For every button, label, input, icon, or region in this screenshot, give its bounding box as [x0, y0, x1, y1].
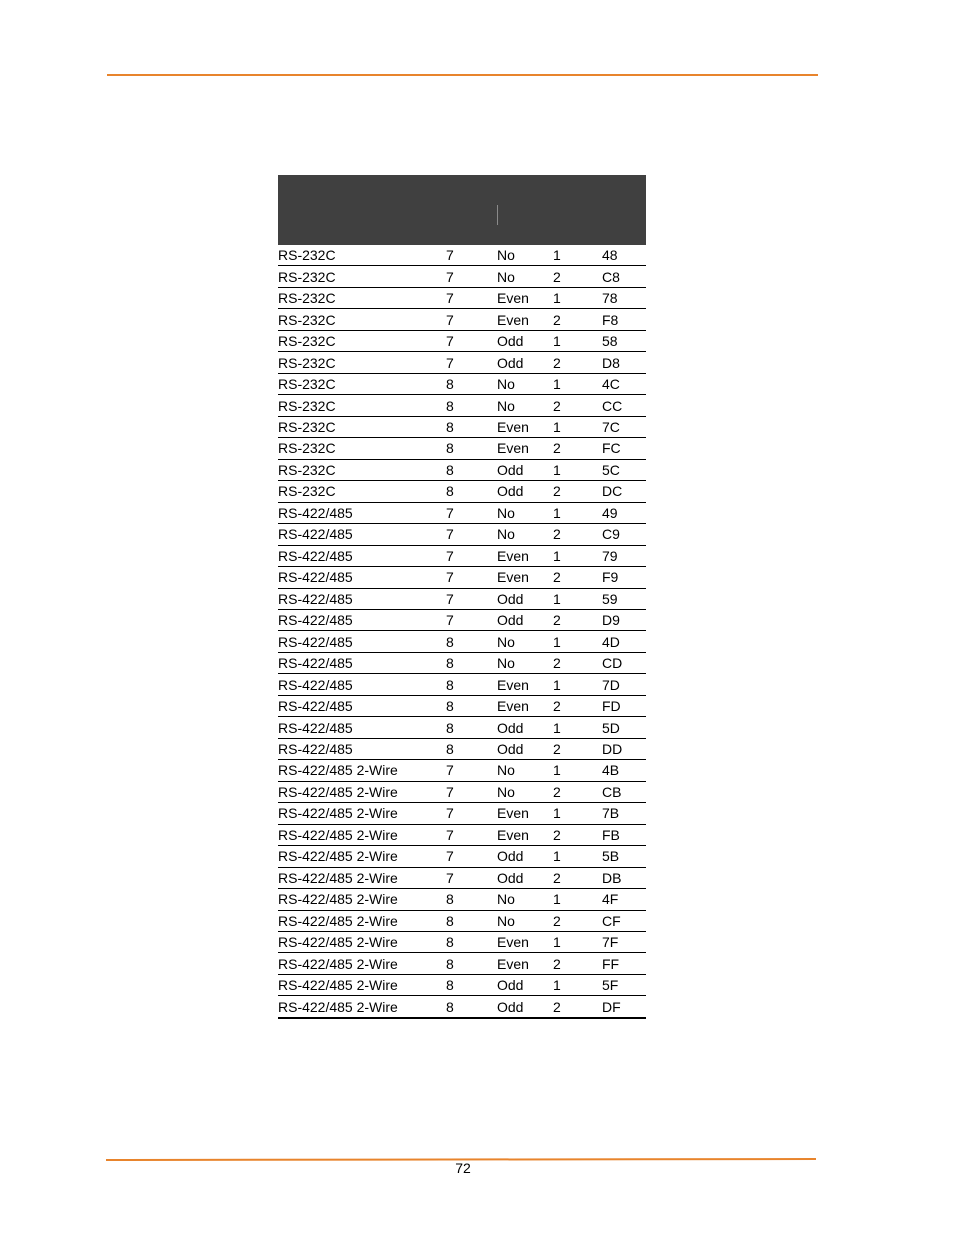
data-bits-cell: 7 — [446, 287, 497, 308]
interface-cell: RS-232C — [278, 245, 446, 266]
table-row — [278, 373, 646, 394]
page-number: 72 — [455, 1160, 471, 1176]
table-row — [278, 846, 646, 867]
stop-bits-cell: 1 — [553, 287, 602, 308]
parity-cell: Even — [497, 545, 553, 566]
hex-value-cell: 7D — [602, 674, 646, 695]
interface-cell: RS-232C — [278, 266, 446, 287]
data-bits-cell: 8 — [446, 953, 497, 974]
interface-cell: RS-232C — [278, 330, 446, 351]
interface-cell: RS-232C — [278, 309, 446, 330]
interface-cell: RS-422/485 2-Wire — [278, 760, 446, 781]
stop-bits-cell: 2 — [553, 824, 602, 845]
stop-bits-cell: 1 — [553, 502, 602, 523]
interface-cell: RS-422/485 — [278, 631, 446, 652]
data-bits-cell: 7 — [446, 524, 497, 545]
stop-bits-cell: 1 — [553, 459, 602, 480]
interface-cell: RS-422/485 2-Wire — [278, 846, 446, 867]
table-rows — [278, 245, 646, 1018]
stop-bits-cell: 2 — [553, 438, 602, 459]
stop-bits-cell: 2 — [553, 266, 602, 287]
parity-cell: Odd — [497, 974, 553, 995]
interface-cell: RS-422/485 2-Wire — [278, 867, 446, 888]
table-row — [278, 609, 646, 630]
hex-value-cell: 4C — [602, 373, 646, 394]
interface-cell: RS-422/485 — [278, 652, 446, 673]
parity-cell: No — [497, 910, 553, 931]
table-row — [278, 695, 646, 716]
interface-cell: RS-422/485 — [278, 502, 446, 523]
parity-cell: Odd — [497, 609, 553, 630]
table-row — [278, 416, 646, 437]
parity-cell: Odd — [497, 867, 553, 888]
settings-table — [278, 175, 646, 1019]
table-row — [278, 395, 646, 416]
stop-bits-cell: 2 — [553, 867, 602, 888]
table-row — [278, 567, 646, 588]
header-rule — [107, 74, 818, 76]
interface-cell: RS-232C — [278, 459, 446, 480]
table-header-band — [278, 175, 646, 245]
table-row — [278, 717, 646, 738]
table-row — [278, 545, 646, 566]
stop-bits-cell: 2 — [553, 996, 602, 1018]
stop-bits-cell: 1 — [553, 245, 602, 266]
data-bits-cell: 7 — [446, 352, 497, 373]
table-row — [278, 996, 646, 1018]
data-bits-cell: 7 — [446, 330, 497, 351]
stop-bits-cell: 1 — [553, 932, 602, 953]
parity-cell: No — [497, 502, 553, 523]
parity-cell: No — [497, 395, 553, 416]
hex-value-cell: 4D — [602, 631, 646, 652]
data-bits-cell: 7 — [446, 309, 497, 330]
stop-bits-cell: 1 — [553, 889, 602, 910]
parity-cell: No — [497, 524, 553, 545]
hex-value-cell: 5C — [602, 459, 646, 480]
data-bits-cell: 8 — [446, 738, 497, 759]
parity-cell: Even — [497, 953, 553, 974]
data-bits-cell: 8 — [446, 652, 497, 673]
data-bits-cell: 7 — [446, 824, 497, 845]
table-row — [278, 330, 646, 351]
hex-value-cell: F9 — [602, 567, 646, 588]
interface-cell: RS-422/485 2-Wire — [278, 889, 446, 910]
hex-value-cell: CC — [602, 395, 646, 416]
parity-cell: Odd — [497, 717, 553, 738]
interface-cell: RS-422/485 — [278, 545, 446, 566]
parity-cell: Odd — [497, 738, 553, 759]
hex-value-cell: FB — [602, 824, 646, 845]
stop-bits-cell: 1 — [553, 717, 602, 738]
hex-value-cell: CB — [602, 781, 646, 802]
interface-cell: RS-232C — [278, 438, 446, 459]
hex-value-cell: D9 — [602, 609, 646, 630]
stop-bits-cell: 2 — [553, 953, 602, 974]
hex-value-cell: C9 — [602, 524, 646, 545]
interface-cell: RS-422/485 2-Wire — [278, 803, 446, 824]
hex-value-cell: CD — [602, 652, 646, 673]
table-row — [278, 738, 646, 759]
table-row — [278, 953, 646, 974]
table-row — [278, 438, 646, 459]
hex-value-cell: 58 — [602, 330, 646, 351]
stop-bits-cell: 2 — [553, 781, 602, 802]
interface-cell: RS-232C — [278, 373, 446, 394]
hex-value-cell: DC — [602, 481, 646, 502]
stop-bits-cell: 1 — [553, 974, 602, 995]
data-bits-cell: 8 — [446, 889, 497, 910]
stop-bits-cell: 2 — [553, 481, 602, 502]
hex-value-cell: CF — [602, 910, 646, 931]
table-row — [278, 631, 646, 652]
hex-value-cell: FC — [602, 438, 646, 459]
data-bits-cell: 8 — [446, 416, 497, 437]
parity-cell: No — [497, 652, 553, 673]
parity-cell: Odd — [497, 846, 553, 867]
table-row — [278, 588, 646, 609]
parity-cell: Even — [497, 287, 553, 308]
table-row — [278, 287, 646, 308]
hex-value-cell: DB — [602, 867, 646, 888]
interface-cell: RS-422/485 — [278, 588, 446, 609]
interface-cell: RS-232C — [278, 481, 446, 502]
parity-cell: Odd — [497, 996, 553, 1018]
interface-cell: RS-422/485 2-Wire — [278, 781, 446, 802]
parity-cell: Even — [497, 824, 553, 845]
stop-bits-cell: 1 — [553, 373, 602, 394]
data-bits-cell: 7 — [446, 266, 497, 287]
table-row — [278, 481, 646, 502]
data-bits-cell: 8 — [446, 631, 497, 652]
hex-value-cell: 4F — [602, 889, 646, 910]
parity-cell: Even — [497, 416, 553, 437]
parity-cell: No — [497, 760, 553, 781]
parity-cell: Even — [497, 674, 553, 695]
hex-value-cell: DD — [602, 738, 646, 759]
stop-bits-cell: 1 — [553, 846, 602, 867]
data-bits-cell: 8 — [446, 481, 497, 502]
stop-bits-cell: 1 — [553, 330, 602, 351]
parity-cell: No — [497, 889, 553, 910]
hex-value-cell: 49 — [602, 502, 646, 523]
data-bits-cell: 7 — [446, 588, 497, 609]
interface-cell: RS-422/485 — [278, 695, 446, 716]
settings-table-body — [278, 245, 646, 1019]
table-row — [278, 309, 646, 330]
stop-bits-cell: 1 — [553, 631, 602, 652]
hex-value-cell: 48 — [602, 245, 646, 266]
header-column-divider — [497, 205, 498, 225]
hex-value-cell: 5F — [602, 974, 646, 995]
data-bits-cell: 8 — [446, 674, 497, 695]
data-bits-cell: 7 — [446, 803, 497, 824]
interface-cell: RS-422/485 2-Wire — [278, 824, 446, 845]
table-row — [278, 266, 646, 287]
stop-bits-cell: 2 — [553, 910, 602, 931]
hex-value-cell: 78 — [602, 287, 646, 308]
parity-cell: Odd — [497, 481, 553, 502]
data-bits-cell: 8 — [446, 996, 497, 1018]
data-bits-cell: 8 — [446, 373, 497, 394]
table-row — [278, 974, 646, 995]
stop-bits-cell: 1 — [553, 416, 602, 437]
table-row — [278, 781, 646, 802]
parity-cell: No — [497, 781, 553, 802]
data-bits-cell: 7 — [446, 502, 497, 523]
hex-value-cell: 7B — [602, 803, 646, 824]
interface-cell: RS-422/485 2-Wire — [278, 910, 446, 931]
table-row — [278, 760, 646, 781]
data-bits-cell: 7 — [446, 567, 497, 588]
parity-cell: Odd — [497, 459, 553, 480]
data-bits-cell: 7 — [446, 781, 497, 802]
hex-value-cell: 5B — [602, 846, 646, 867]
table-row — [278, 889, 646, 910]
hex-value-cell: 7F — [602, 932, 646, 953]
interface-cell: RS-422/485 — [278, 524, 446, 545]
interface-cell: RS-422/485 2-Wire — [278, 953, 446, 974]
data-bits-cell: 8 — [446, 910, 497, 931]
parity-cell: Odd — [497, 352, 553, 373]
table-row — [278, 803, 646, 824]
parity-cell: No — [497, 266, 553, 287]
interface-cell: RS-422/485 — [278, 738, 446, 759]
hex-value-cell: D8 — [602, 352, 646, 373]
parity-cell: Even — [497, 438, 553, 459]
data-bits-cell: 7 — [446, 609, 497, 630]
interface-cell: RS-422/485 2-Wire — [278, 974, 446, 995]
parity-cell: Even — [497, 309, 553, 330]
stop-bits-cell: 2 — [553, 695, 602, 716]
parity-cell: Odd — [497, 588, 553, 609]
stop-bits-cell: 1 — [553, 545, 602, 566]
data-bits-cell: 7 — [446, 245, 497, 266]
stop-bits-cell: 2 — [553, 738, 602, 759]
table-row — [278, 824, 646, 845]
parity-cell: Even — [497, 567, 553, 588]
interface-cell: RS-422/485 — [278, 717, 446, 738]
interface-cell: RS-422/485 — [278, 567, 446, 588]
data-bits-cell: 7 — [446, 867, 497, 888]
stop-bits-cell: 1 — [553, 803, 602, 824]
data-bits-cell: 7 — [446, 846, 497, 867]
data-bits-cell: 8 — [446, 459, 497, 480]
data-bits-cell: 8 — [446, 974, 497, 995]
parity-cell: Even — [497, 695, 553, 716]
data-bits-cell: 8 — [446, 932, 497, 953]
data-bits-cell: 8 — [446, 695, 497, 716]
stop-bits-cell: 2 — [553, 567, 602, 588]
table-row — [278, 459, 646, 480]
table-row — [278, 352, 646, 373]
table-row — [278, 652, 646, 673]
hex-value-cell: C8 — [602, 266, 646, 287]
parity-cell: Odd — [497, 330, 553, 351]
table-row — [278, 910, 646, 931]
hex-value-cell: FF — [602, 953, 646, 974]
table-row — [278, 932, 646, 953]
hex-value-cell: 7C — [602, 416, 646, 437]
hex-value-cell: FD — [602, 695, 646, 716]
parity-cell: No — [497, 245, 553, 266]
stop-bits-cell: 2 — [553, 309, 602, 330]
stop-bits-cell: 1 — [553, 674, 602, 695]
table-row — [278, 245, 646, 266]
table-row — [278, 502, 646, 523]
parity-cell: No — [497, 373, 553, 394]
hex-value-cell: 79 — [602, 545, 646, 566]
hex-value-cell: DF — [602, 996, 646, 1018]
interface-cell: RS-422/485 2-Wire — [278, 996, 446, 1018]
parity-cell: No — [497, 631, 553, 652]
interface-cell: RS-232C — [278, 352, 446, 373]
stop-bits-cell: 1 — [553, 760, 602, 781]
stop-bits-cell: 2 — [553, 609, 602, 630]
stop-bits-cell: 2 — [553, 352, 602, 373]
stop-bits-cell: 2 — [553, 524, 602, 545]
parity-cell: Even — [497, 932, 553, 953]
data-bits-cell: 8 — [446, 717, 497, 738]
parity-cell: Even — [497, 803, 553, 824]
data-bits-cell: 7 — [446, 760, 497, 781]
data-bits-cell: 8 — [446, 395, 497, 416]
data-bits-cell: 8 — [446, 438, 497, 459]
interface-cell: RS-422/485 — [278, 609, 446, 630]
table-row — [278, 867, 646, 888]
interface-cell: RS-422/485 2-Wire — [278, 932, 446, 953]
hex-value-cell: 5D — [602, 717, 646, 738]
stop-bits-cell: 2 — [553, 395, 602, 416]
stop-bits-cell: 2 — [553, 652, 602, 673]
interface-cell: RS-422/485 — [278, 674, 446, 695]
interface-cell: RS-232C — [278, 416, 446, 437]
hex-value-cell: F8 — [602, 309, 646, 330]
interface-cell: RS-232C — [278, 395, 446, 416]
hex-value-cell: 59 — [602, 588, 646, 609]
hex-value-cell: 4B — [602, 760, 646, 781]
data-bits-cell: 7 — [446, 545, 497, 566]
table-row — [278, 524, 646, 545]
interface-cell: RS-232C — [278, 287, 446, 308]
stop-bits-cell: 1 — [553, 588, 602, 609]
table-row — [278, 674, 646, 695]
